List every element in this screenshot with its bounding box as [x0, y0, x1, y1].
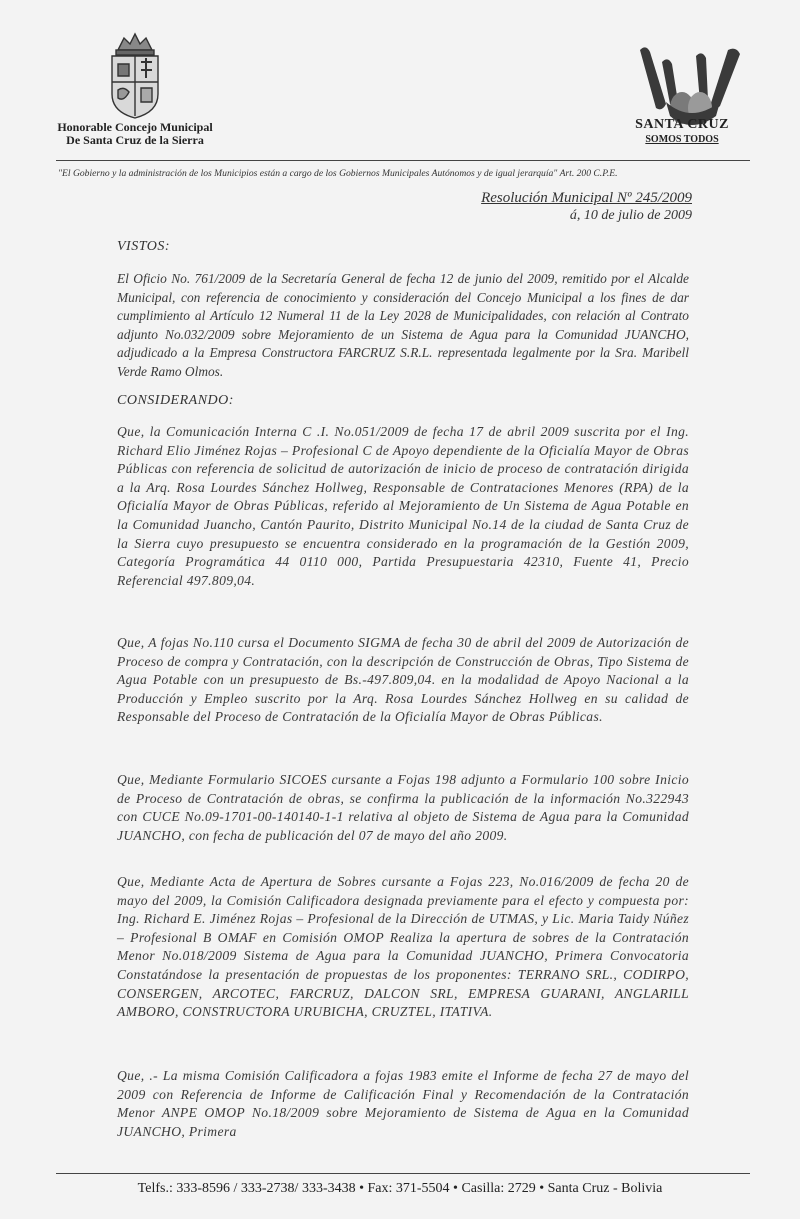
footer-contact: Telfs.: 333-8596 / 333-2738/ 333-3438 • Fax: 371-5504 • Casilla: 2729 • Santa Cruz - Bolivia: [137, 1181, 663, 1196]
considerando-paragraph-2: Que, A fojas No.110 cursa el Documento SIGMA de fecha 30 de abril del 2009 de Autorización de Proceso de compra y Contratación, con la descripción de Construcción de Obras, Tipo Sistema de Agua Potable con un presupuesto de Bs.-497.809,04. en la modalidad de Apoyo Nacional a la Producción y Empleo suscrito por la Arq. Rosa Lourdes Sánchez Hollweg en su calidad de Responsable del Proceso de Contratación de la Oficialía Mayor de Obras Públicas.: [117, 635, 689, 725]
considerando-heading: CONSIDERANDO:: [117, 393, 234, 408]
council-name: [40, 121, 230, 147]
footer-divider: [56, 1173, 750, 1174]
header-divider: [56, 160, 750, 161]
vistos-heading: VISTOS:: [117, 239, 171, 254]
considerando-paragraph-4: Que, Mediante Acta de Apertura de Sobres cursante a Fojas 223, No.016/2009 de fecha 20 de mayo del 2009, la Comisión Calificadora designada previamente para el efecto y compuesta por: Ing. Richard E. Jiménez Rojas – Profesional de la Dirección de UTMAS, y Lic. Maria Taidy Núñez – Profesional B OMAF en Comisión OMOP Realiza la apertura de sobres de la Contratación Menor No.018/2009 Sistema de Agua para la Comunidad JUANCHO, Primera Convocatoria Constatándose la presentación de propuestas de los proponentes: TERRANO SRL., CODIRPO, CONSERGEN, ARCOTEC, FARCRUZ, DALCON SRL, EMPRESA GUARANI, ANGLARILL AMBORO, CONSTRUCTORA URUBICHA, CRUZTEL, ITATIVA.: [117, 874, 689, 1020]
constitution-quote: "El Gobierno y la administración de los Municipios están a cargo de los Gobiernos Municipales Autónomos y de igual jerarquía" Art. 200 C.P.E.: [58, 168, 618, 179]
considerando-paragraph-3: Que, Mediante Formulario SICOES cursante a Fojas 198 adjunto a Formulario 100 sobre Inicio de Proceso de Contratación de obras, se confirma la publicación de la información No.322943 con CUCE No.09-1701-00-140140-1-1 relativa al objeto de Sistema de Agua para la Comunidad JUANCHO, con fecha de publicación del 07 de mayo del año 2009.: [117, 772, 689, 843]
resolution-title: Resolución Municipal Nº 245/2009: [481, 190, 692, 206]
council-line-2: De Santa Cruz de la Sierra: [66, 133, 204, 147]
council-line-1: Honorable Concejo Municipal: [57, 120, 213, 134]
brand-tagline: SOMOS TODOS: [645, 134, 719, 145]
resolution-date: á, 10 de julio de 2009: [569, 208, 692, 223]
vistos-paragraph: El Oficio No. 761/2009 de la Secretaría General de fecha 12 de junio del 2009, remitido por el Alcalde Municipal, con referencia de conocimiento y consideración del Concejo Municipal a los fines de dar cumplimiento al Artículo 12 Numeral 11 de la Ley 2028 de Municipalidades, con relación al Contrato adjunto No.032/2009 sobre Mejoramiento de un Sistema de Agua para la Comunidad JUANCHO, adjudicado a la Empresa Constructora FARCRUZ S.R.L. representada legalmente por la Sra. Maribell Verde Ramo Olmos.: [117, 271, 689, 379]
brand-name: SANTA CRUZ: [635, 117, 729, 132]
considerando-paragraph-5: Que, .- La misma Comisión Calificadora a fojas 1983 emite el Informe de fecha 27 de mayo del 2009 con Referencia de Informe de Calificación Final y Recomendación de la Contratación Menor ANPE OMOP No.18/2009 sobre Mejoramiento de Sistema de Agua en la Comunidad JUANCHO, Primera: [117, 1068, 689, 1139]
coat-of-arms-icon: [104, 32, 166, 120]
considerando-paragraph-1: Que, la Comunicación Interna C .I. No.051/2009 de fecha 17 de abril 2009 suscrita por el Ing. Richard Elio Jiménez Rojas – Profesional C de Apoyo dependiente de la Oficialía Mayor de Obras Públicas con referencia de solicitud de autorización de inicio de proceso de contratación dirigida a la Arq. Rosa Lourdes Sánchez Hollweg, Responsable de Contrataciones Menores (RPA) de la Oficialía Mayor de Obras Públicas, referido al Mejoramiento de Un Sistema de Agua Potable en la Comunidad Juancho, Cantón Paurito, Distrito Municipal No.14 de la ciudad de Santa Cruz de la Sierra cuyo presupuesto se encuentra considerado en la programación de la Gestión 2009, Categoría Programática 44 0110 000, Partida Presupuestaria 42310, Fuente 41, Precio Referencial 497.809,04.: [117, 424, 689, 588]
